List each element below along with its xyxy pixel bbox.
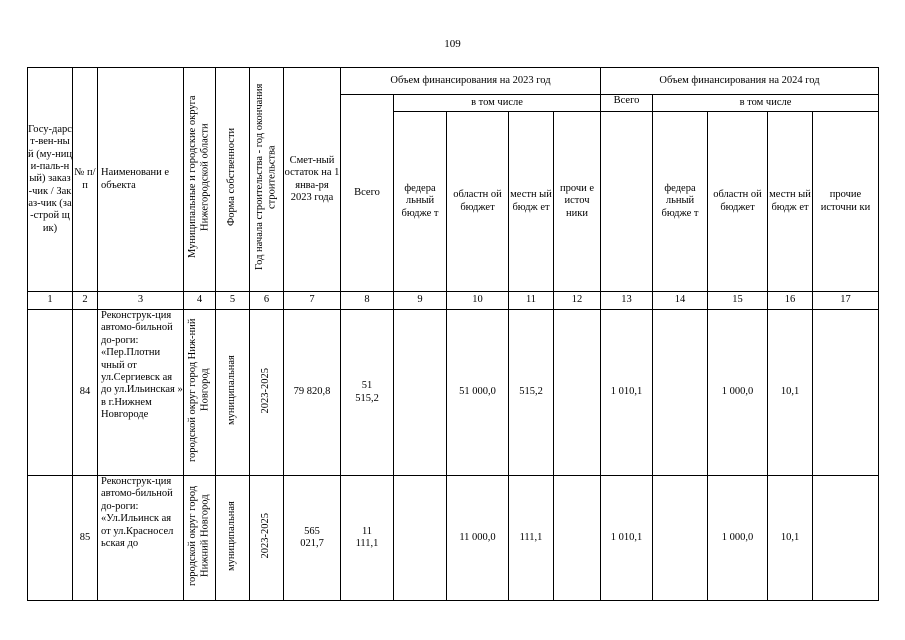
header-regional-2023: областн ой бюджет <box>447 112 509 292</box>
header-local-2023: местн ый бюдж ет <box>509 112 554 292</box>
header-funding-2023: Объем финансирования на 2023 год <box>341 68 601 95</box>
table-row <box>28 310 879 476</box>
column-number: 3 <box>98 292 184 310</box>
header-other-2024: прочие источни ки <box>813 112 879 292</box>
column-number: 4 <box>184 292 216 310</box>
column-number: 11 <box>509 292 554 310</box>
cell-municipality: городской округ город Нижний Новгород <box>184 476 216 601</box>
cell-num: 85 <box>73 476 98 601</box>
header-local-2024: местн ый бюдж ет <box>768 112 813 292</box>
column-number: 8 <box>341 292 394 310</box>
cell-local-2024: 10,1 <box>768 476 813 601</box>
header-other-2023: прочи е источ ники <box>554 112 601 292</box>
cell-regional-2023: 11 000,0 <box>447 476 509 601</box>
header-funding-2024: Объем финансирования на 2024 год <box>601 68 879 95</box>
header-municipality: Муниципальные и городские округа Нижегородской области <box>184 68 216 292</box>
column-number: 5 <box>216 292 250 310</box>
cell-regional-2024: 1 000,0 <box>708 310 768 476</box>
cell-municipality: городской округ город Ниж-ний Новгород <box>184 310 216 476</box>
cell-num: 84 <box>73 310 98 476</box>
header-total-2024: Всего <box>601 95 653 112</box>
cell-total-2023: 11 111,1 <box>341 476 394 601</box>
cell-remainder: 565 021,7 <box>284 476 341 601</box>
cell-total-2024: 1 010,1 <box>601 310 653 476</box>
cell-federal-2024 <box>653 310 708 476</box>
cell-federal-2023 <box>394 310 447 476</box>
cell-total-2023: 51 515,2 <box>341 310 394 476</box>
header-total-2023: Всего <box>341 95 394 292</box>
cell-regional-2023: 51 000,0 <box>447 310 509 476</box>
cell-other-2024 <box>813 476 879 601</box>
cell-customer <box>28 476 73 601</box>
header-ownership: Форма собственности <box>216 68 250 292</box>
header-total-2024-spacer <box>601 112 653 292</box>
column-number-row <box>28 292 879 310</box>
column-number: 17 <box>813 292 879 310</box>
funding-table <box>27 67 879 601</box>
cell-local-2024: 10,1 <box>768 310 813 476</box>
cell-federal-2024 <box>653 476 708 601</box>
cell-ownership: муниципальная <box>216 476 250 601</box>
column-number: 10 <box>447 292 509 310</box>
column-number: 15 <box>708 292 768 310</box>
column-number: 7 <box>284 292 341 310</box>
header-num: № п/п <box>73 68 98 292</box>
cell-customer <box>28 310 73 476</box>
cell-years: 2023-2025 <box>250 476 284 601</box>
table-row <box>28 476 879 601</box>
header-federal-2023: федера льный бюдже т <box>394 112 447 292</box>
column-number: 9 <box>394 292 447 310</box>
header-years: Год начала строительства - год окончания строительства <box>250 68 284 292</box>
header-name: Наименовани е объекта <box>98 68 184 292</box>
cell-remainder: 79 820,8 <box>284 310 341 476</box>
column-number: 1 <box>28 292 73 310</box>
cell-regional-2024: 1 000,0 <box>708 476 768 601</box>
header-including-2024: в том числе <box>653 95 879 112</box>
cell-name: Реконструк-ция автомо-бильной до-роги: «Пер.Плотни чный от ул.Сергиевск ая до ул.Ильинская » в г.Нижнем Новгороде <box>98 310 184 476</box>
column-number: 14 <box>653 292 708 310</box>
cell-name: Реконструк-ция автомо-бильной до-роги: «Ул.Ильинск ая от ул.Красносел ьская до <box>98 476 184 601</box>
cell-years: 2023-2025 <box>250 310 284 476</box>
column-number: 13 <box>601 292 653 310</box>
header-customer: Госу-дарст-вен-ный (му-ници-паль-ный) заказ-чик / Заказ-чик (за-строй щик) <box>28 68 73 292</box>
cell-other-2023 <box>554 310 601 476</box>
column-number: 2 <box>73 292 98 310</box>
header-remainder: Смет-ный остаток на 1 янва-ря 2023 года <box>284 68 341 292</box>
header-including-2023: в том числе <box>394 95 601 112</box>
cell-ownership: муниципальная <box>216 310 250 476</box>
header-regional-2024: областн ой бюджет <box>708 112 768 292</box>
cell-total-2024: 1 010,1 <box>601 476 653 601</box>
cell-local-2023: 515,2 <box>509 310 554 476</box>
column-number: 6 <box>250 292 284 310</box>
cell-federal-2023 <box>394 476 447 601</box>
cell-local-2023: 111,1 <box>509 476 554 601</box>
column-number: 12 <box>554 292 601 310</box>
header-federal-2024: федера льный бюдже т <box>653 112 708 292</box>
cell-other-2023 <box>554 476 601 601</box>
column-number: 16 <box>768 292 813 310</box>
cell-other-2024 <box>813 310 879 476</box>
page-number: 109 <box>444 38 461 50</box>
